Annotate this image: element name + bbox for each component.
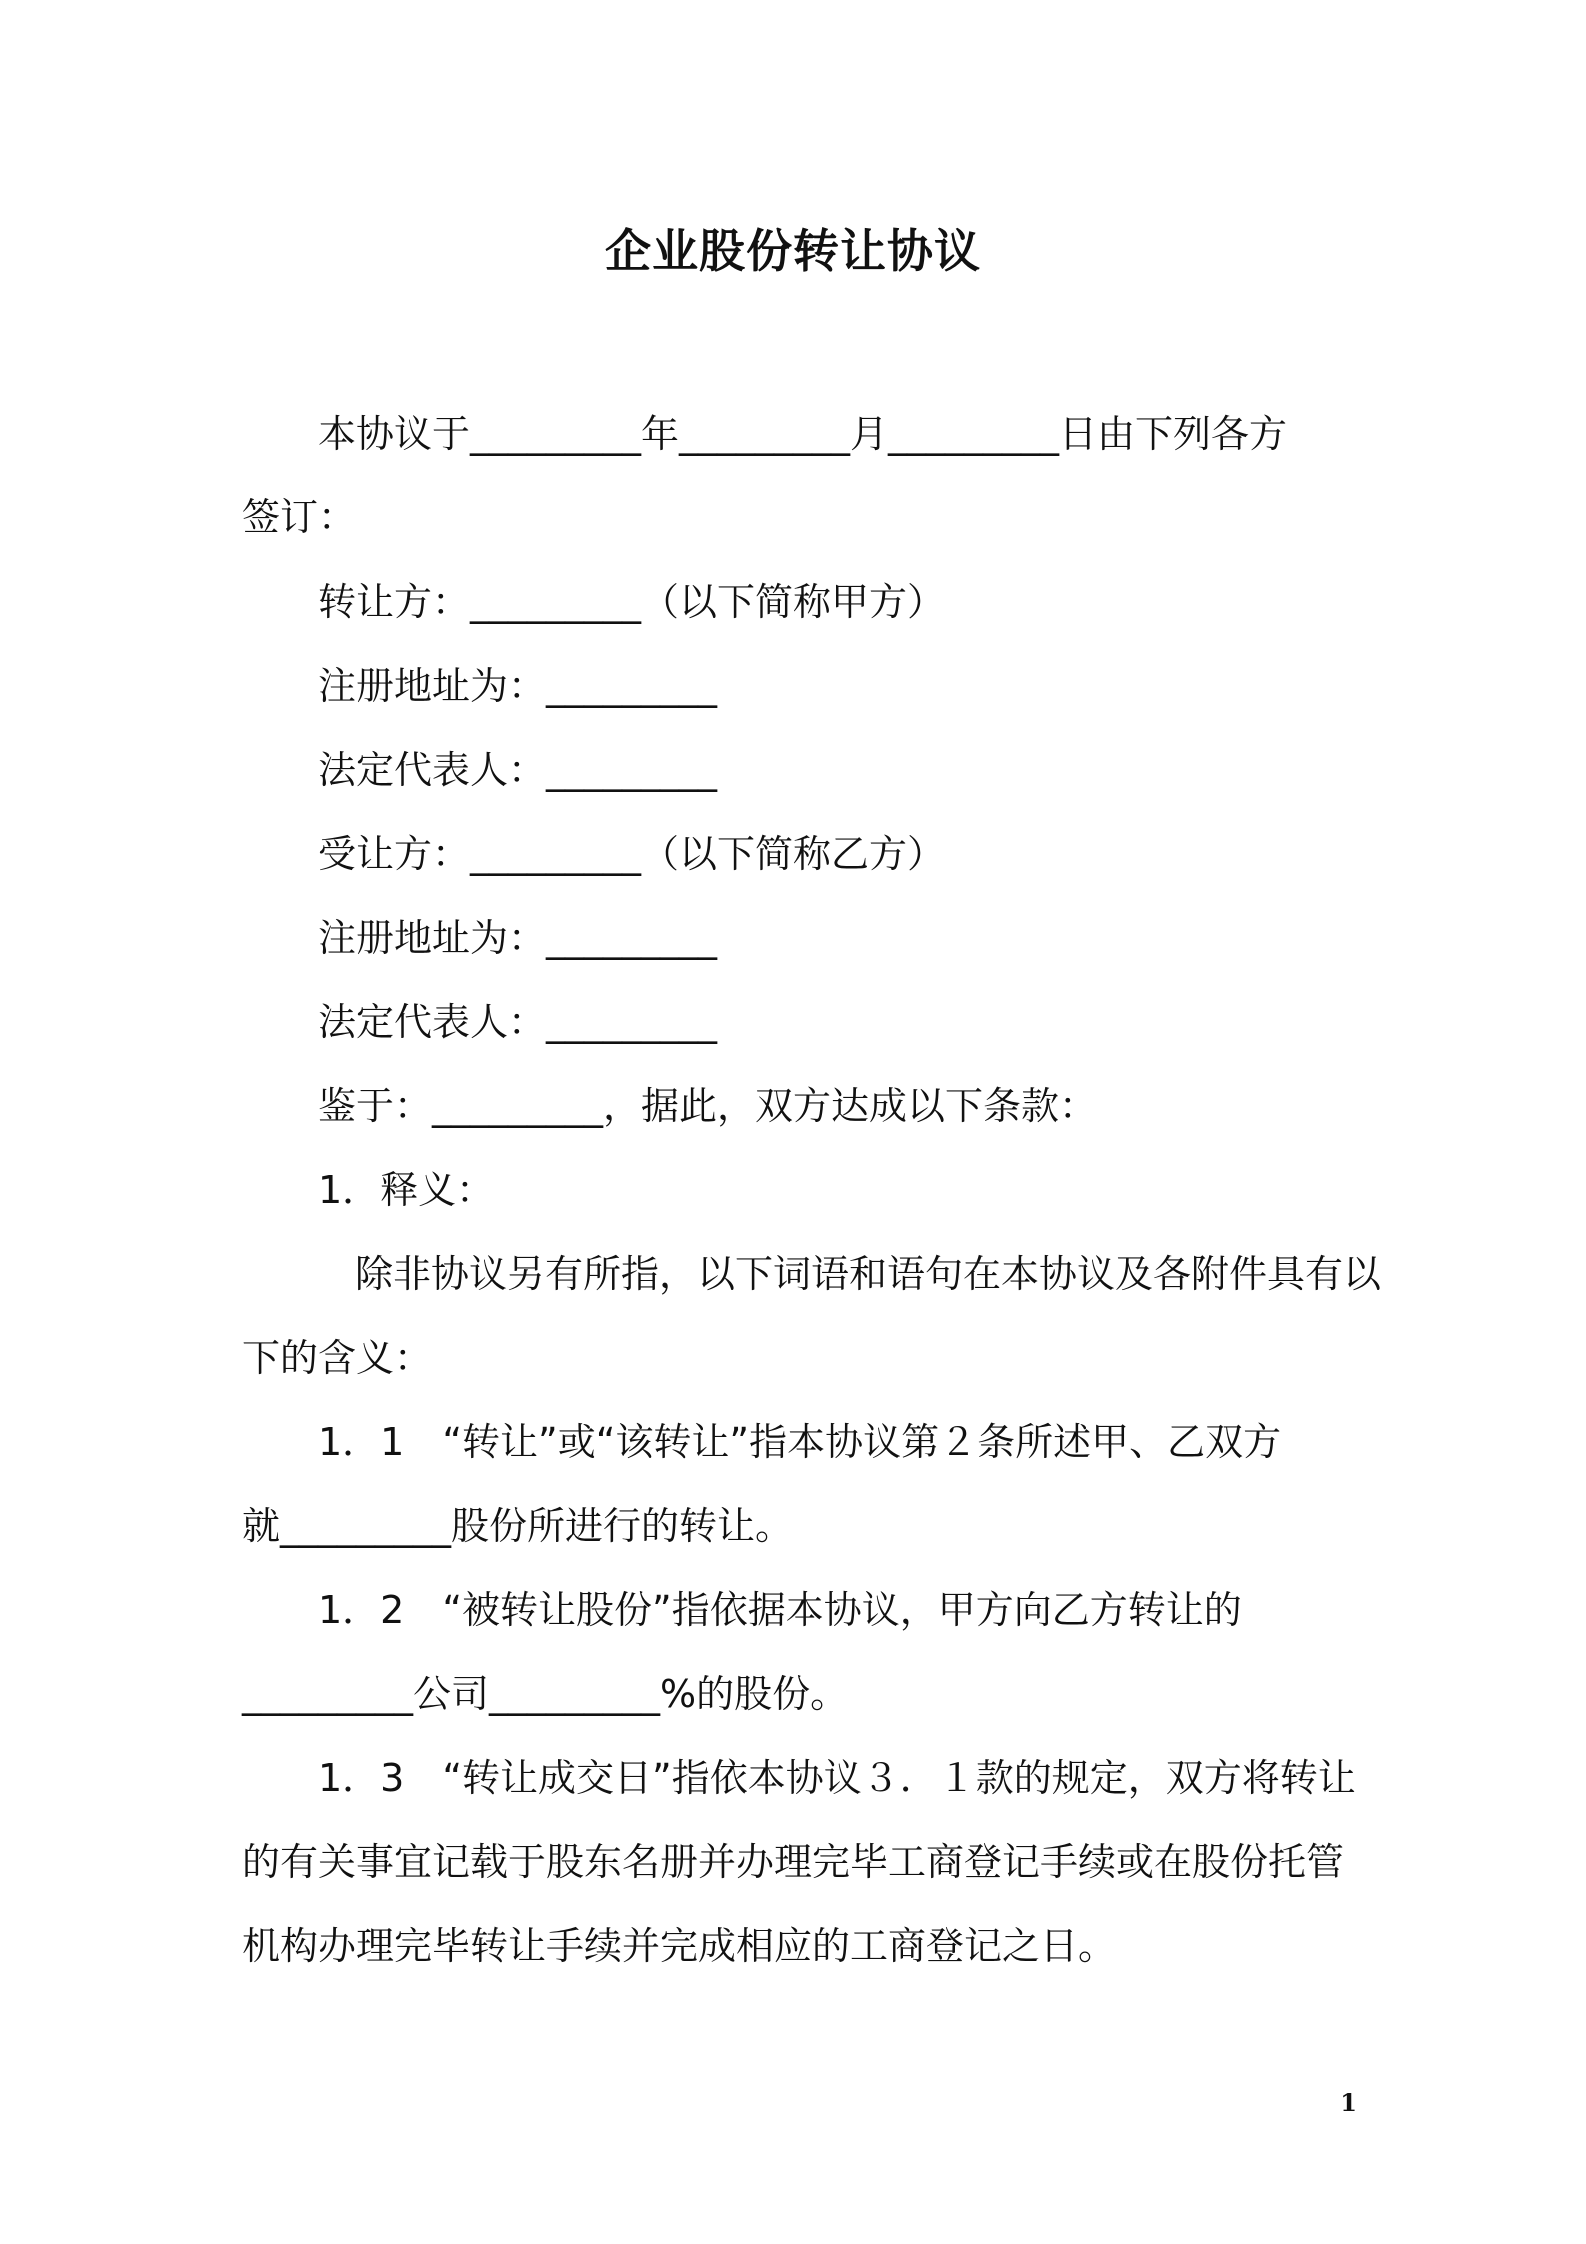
transferor-line: 转让方：_________（以下简称甲方） xyxy=(318,580,946,624)
transferee-line: 受让方：_________（以下简称乙方） xyxy=(318,832,946,876)
transferee-address-line: 注册地址为：_________ xyxy=(318,916,718,960)
clause-1-1-line-2: 就_________股份所进行的转让。 xyxy=(242,1504,794,1548)
document-title: 企业股份转让协议 xyxy=(605,224,981,278)
clause-1-3-line-2: 的有关事宜记载于股东名册并办理完毕工商登记手续或在股份托管 xyxy=(242,1840,1345,1884)
definitions-intro-line-1: 除非协议另有所指，以下词语和语句在本协议及各附件具有以 xyxy=(355,1252,1382,1296)
transferor-representative-line: 法定代表人：_________ xyxy=(318,748,718,792)
paragraph-line-2: 签订： xyxy=(242,495,357,539)
transferee-representative-line: 法定代表人：_________ xyxy=(318,1000,718,1044)
clause-1-3-line-3: 机构办理完毕转让手续并完成相应的工商登记之日。 xyxy=(242,1924,1117,1968)
transferor-address-line: 注册地址为：_________ xyxy=(318,664,718,708)
paragraph-line-1: 本协议于_________年_________月_________日由下列各方 xyxy=(318,412,1288,456)
clause-1-3-line-1: 1．3 “转让成交日”指依本协议３．１款的规定，双方将转让 xyxy=(318,1756,1356,1800)
clause-1-1-line-1: 1．1 “转让”或“该转让”指本协议第２条所述甲、乙双方 xyxy=(318,1420,1282,1464)
page-number: 1 xyxy=(1340,2088,1357,2117)
section-1-heading: 1．释义： xyxy=(318,1168,495,1212)
clause-1-2-line-2: _________公司_________%的股份。 xyxy=(242,1672,849,1716)
clause-1-2-line-1: 1．2 “被转让股份”指依据本协议，甲方向乙方转让的 xyxy=(318,1588,1242,1632)
definitions-intro-line-2: 下的含义： xyxy=(242,1336,433,1380)
whereas-line: 鉴于：_________，据此，双方达成以下条款： xyxy=(318,1084,1098,1128)
